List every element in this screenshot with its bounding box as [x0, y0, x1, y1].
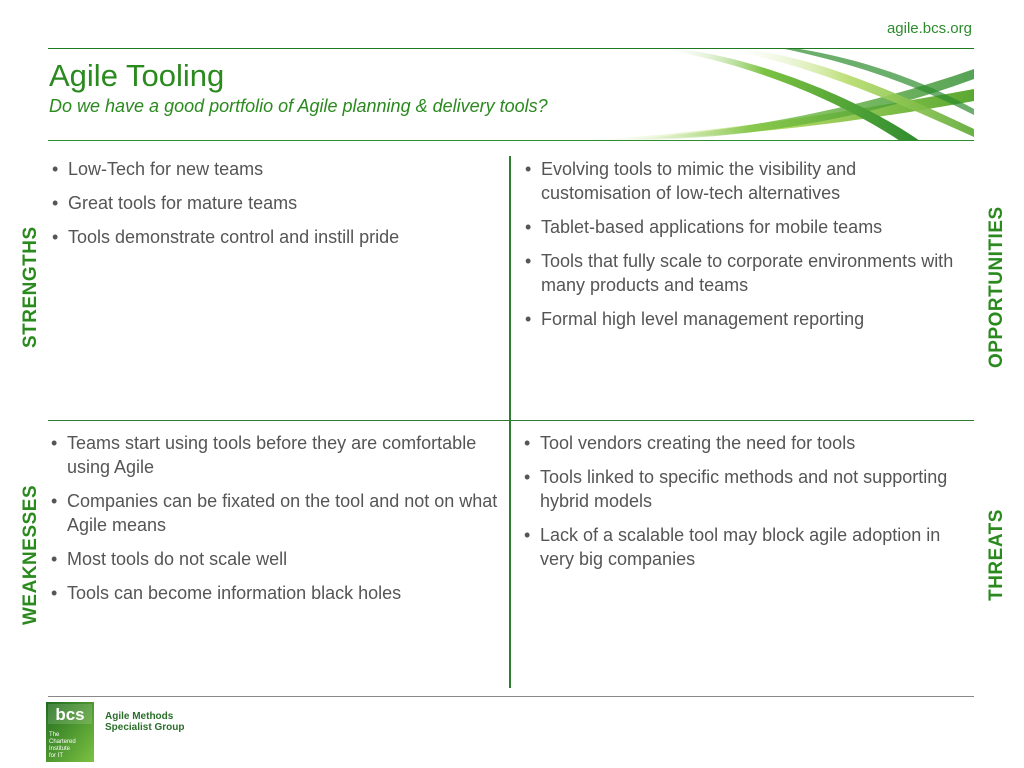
weakness-item: • Companies can be fixated on the tool and not on what Agile means	[47, 489, 502, 537]
threat-item: • Lack of a scalable tool may block agile adoption in very big companies	[520, 523, 966, 571]
weaknesses-label: WEAKNESSES	[20, 484, 41, 625]
page-subtitle: Do we have a good portfolio of Agile planning & delivery tools?	[49, 96, 548, 116]
strengths-quadrant	[48, 157, 498, 259]
footer-divider	[48, 696, 974, 697]
weakness-item: • Teams start using tools before they are comfortable using Agile	[47, 431, 502, 479]
opportunities-label: OPPORTUNITIES	[986, 206, 1007, 368]
svg-text:for IT: for IT	[49, 753, 64, 759]
opportunity-item: • Tablet-based applications for mobile teams	[521, 215, 966, 239]
svg-text:bcs: bcs	[55, 705, 85, 724]
svg-text:Chartered: Chartered	[49, 739, 76, 745]
strength-item: • Low-Tech for new teams	[48, 157, 498, 181]
opportunity-item: • Tools that fully scale to corporate environments with many products and teams	[521, 249, 966, 297]
svg-text:Institute: Institute	[49, 746, 71, 752]
header-url: agile.bcs.org	[886, 20, 972, 37]
opportunity-item: • Evolving tools to mimic the visibility and customisation of low-tech alternatives	[521, 157, 966, 205]
strength-item: • Tools demonstrate control and instill pride	[48, 225, 498, 249]
opportunity-item: • Formal high level management reporting	[521, 307, 966, 331]
threats-quadrant	[520, 431, 966, 581]
quadrant-vertical-divider	[509, 156, 511, 688]
specialist-group-name: Agile Methods Specialist Group	[105, 711, 185, 733]
strengths-label: STRENGTHS	[20, 226, 41, 348]
threat-item: • Tool vendors creating the need for tools	[520, 431, 966, 455]
weakness-item: • Most tools do not scale well	[47, 547, 502, 571]
quadrant-horizontal-divider	[48, 420, 974, 421]
page-title: Agile Tooling	[49, 58, 225, 93]
title-divider	[48, 140, 974, 141]
threats-label: THREATS	[986, 509, 1007, 601]
green-swoosh-banner	[560, 49, 974, 141]
threat-item: • Tools linked to specific methods and not supporting hybrid models	[520, 465, 966, 513]
weakness-item: • Tools can become information black holes	[47, 581, 502, 605]
svg-text:The: The	[49, 732, 60, 738]
weaknesses-quadrant	[47, 431, 502, 615]
opportunities-quadrant	[521, 157, 966, 341]
bcs-logo	[46, 702, 94, 762]
strength-item: • Great tools for mature teams	[48, 191, 498, 215]
